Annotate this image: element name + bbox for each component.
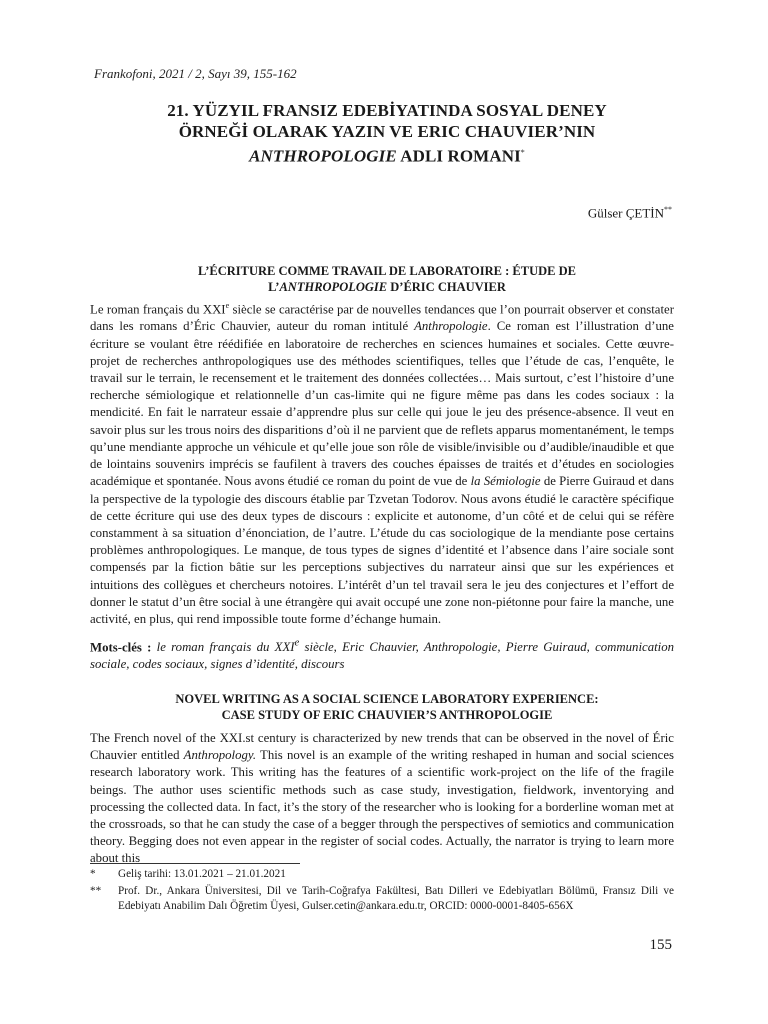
author-footnote-mark: ** — [664, 205, 672, 214]
footnote-1 — [90, 867, 674, 882]
english-text-2: This novel is an example of the writing reshaped in human and social sciences research laboratory work. This writing has the features of a scientific work-project on the life of the fragile beings. The author uses scientific methods such as case study, investigation, fieldwork, inventorying and processing the collected data. In fact, it’s the story of the researcher who is looking for a borderline woman met at the crossroads, so that he can study the case of a begger through the perspectives of semiotics and communication theory. Begging does not even appear in the register of social codes. Actually, the narrator is trying to learn more about this — [90, 748, 674, 866]
title-italic: ANTHROPOLOGIE — [249, 146, 397, 166]
author-name — [588, 205, 672, 221]
english-heading-line-2: CASE STUDY OF ERIC CHAUVIER’S ANTHROPOLOGIE — [221, 708, 553, 722]
french-italic-1: Anthropologie — [414, 319, 488, 334]
french-sup: e — [225, 301, 230, 310]
french-abstract-body — [90, 297, 674, 628]
english-italic: Anthropology. — [183, 748, 257, 763]
french-heading-italic: ANTHROPOLOGIE — [279, 280, 388, 294]
keywords — [90, 635, 674, 673]
keywords-text-1: le roman français du XXI — [151, 640, 295, 655]
english-text-1: The French novel of the XXI.st century is characterized by new trends that can be observed in the novel of Éric Chauvier entitled — [90, 731, 674, 763]
footnote-2-mark: ** — [90, 885, 102, 897]
journal-citation: Frankofoni, 2021 / 2, Sayı 39, 155-162 — [94, 66, 297, 81]
french-heading-line-1: L’ÉCRITURE COMME TRAVAIL DE LABORATOIRE : ÉTUDE DE — [198, 264, 576, 278]
title-line-3 — [90, 142, 684, 167]
french-heading-pre: L’ — [268, 280, 280, 294]
english-abstract-heading — [90, 691, 684, 723]
footnote-1-mark: * — [90, 868, 96, 880]
footnote-2-text: Prof. Dr., Ankara Üniversitesi, Dil ve Tarih-Coğrafya Fakültesi, Batı Dilleri ve Edebiyatları Bölümü, Fransız Dili ve Edebiyatı Anabilim Dalı Öğretim Üyesi, Gulser.cetin@ankara.edu.tr, ORCID: 0000-0001-8405-656X — [118, 885, 674, 912]
keywords-text-2: siècle, Eric Chauvier, Anthropologie, Pierre Guiraud, communication sociale, codes sociaux, signes d’identité, discours — [90, 640, 675, 672]
english-heading-line-1: NOVEL WRITING AS A SOCIAL SCIENCE LABORATORY EXPERIENCE: — [175, 692, 599, 706]
french-italic-2: la Sémiologie — [470, 474, 541, 489]
french-abstract-heading — [90, 263, 684, 295]
article-title — [90, 100, 684, 167]
english-abstract-body — [90, 730, 674, 868]
french-text-4: de Pierre Guiraud et dans la perspective de la typologie des discours établie par Tzvetan Todorov. Nous avons étudié le caractère spécifique de cette écriture qui use des deux types de discours : explicite et autonome, d’un côté et de celui qui se réfère constamment à sa situation d’énonciation, de l’autre. L’étude du cas sociologique de la mendiante pose certains problèmes anthropologiques. Le manque, de tous types de signes d’identité et l’absence dans l’aire sociale sont compensés par la fiction bâtie sur les perceptions subjectives du narrateur ainsi que sur les expériences et intuitions des collègues et chercheurs notoires. L’intérêt d’un tel travail sera le jeu des conjectures et l’effort de donner le statut d’un être social à une étrangère qui avait occupé une zone non-piétonne pour faire la manche, une activité, en plus, qui rend impossible toute forme d’échange humain. — [90, 474, 674, 626]
title-line-1: 21. YÜZYIL FRANSIZ EDEBİYATINDA SOSYAL DENEY — [167, 101, 607, 120]
footnote-2 — [90, 884, 674, 914]
title-line-3-rest: ADLI ROMANI — [396, 146, 521, 166]
page-number: 155 — [649, 937, 672, 953]
french-text-2: siècle se caractérise par de nouvelles tendances que l’on pourrait observer et constater dans les romans d’Éric Chauvier, auteur du roman intitulé — [90, 302, 674, 334]
author-name-text: Gülser ÇETİN — [587, 205, 664, 221]
french-text-1: Le roman français du XXI — [90, 302, 226, 317]
footnote-divider — [90, 863, 300, 864]
title-footnote-mark: * — [520, 148, 525, 157]
french-heading-line-2 — [90, 279, 684, 295]
keywords-sup: e — [294, 638, 300, 649]
french-text-3: . Ce roman est l’illustration d’une écriture se voulant être réédifiée en laboratoire de recherches en sciences humaines et sociales. Cette œuvre-projet de recherches anthropologiques use des méthodes scientifiques, telles que l’étude de cas, l’enquête, le travail sur le terrain, le recensement et le traitement des données collectées… Mais surtout, c’est l’histoire d’une recherche sémiologique et relationnelle d’un cas-limite qui ne figure même pas dans les codes sociaux : la mendicité. En fait le narrateur essaie d’apprendre plus sur celle qui joue le jeu des présence-absence. Il veut en savoir plus sur les trous noirs des disparitions d’où il ne parvient que de reflets apparus momentanément, le temps qu’une mendiante approche un véhicule et qu’elle joue son rôle de visible/invisible ou d’audible/inaudible et que de lointains souvenirs imprécis se faufilent à travers des couches épaisses de traités et d’études en sociologies académique et spontanée. Nous avons étudié ce roman du point de vue de — [90, 319, 674, 489]
keywords-label: Mots-clés : — [90, 640, 152, 655]
keywords-text — [90, 640, 674, 671]
footnote-1-text: Geliş tarihi: 13.01.2021 – 21.01.2021 — [118, 868, 286, 880]
french-heading-post: D’ÉRIC CHAUVIER — [387, 280, 506, 294]
title-line-2: ÖRNEĞİ OLARAK YAZIN VE ERIC CHAUVIER’NIN — [178, 122, 596, 141]
